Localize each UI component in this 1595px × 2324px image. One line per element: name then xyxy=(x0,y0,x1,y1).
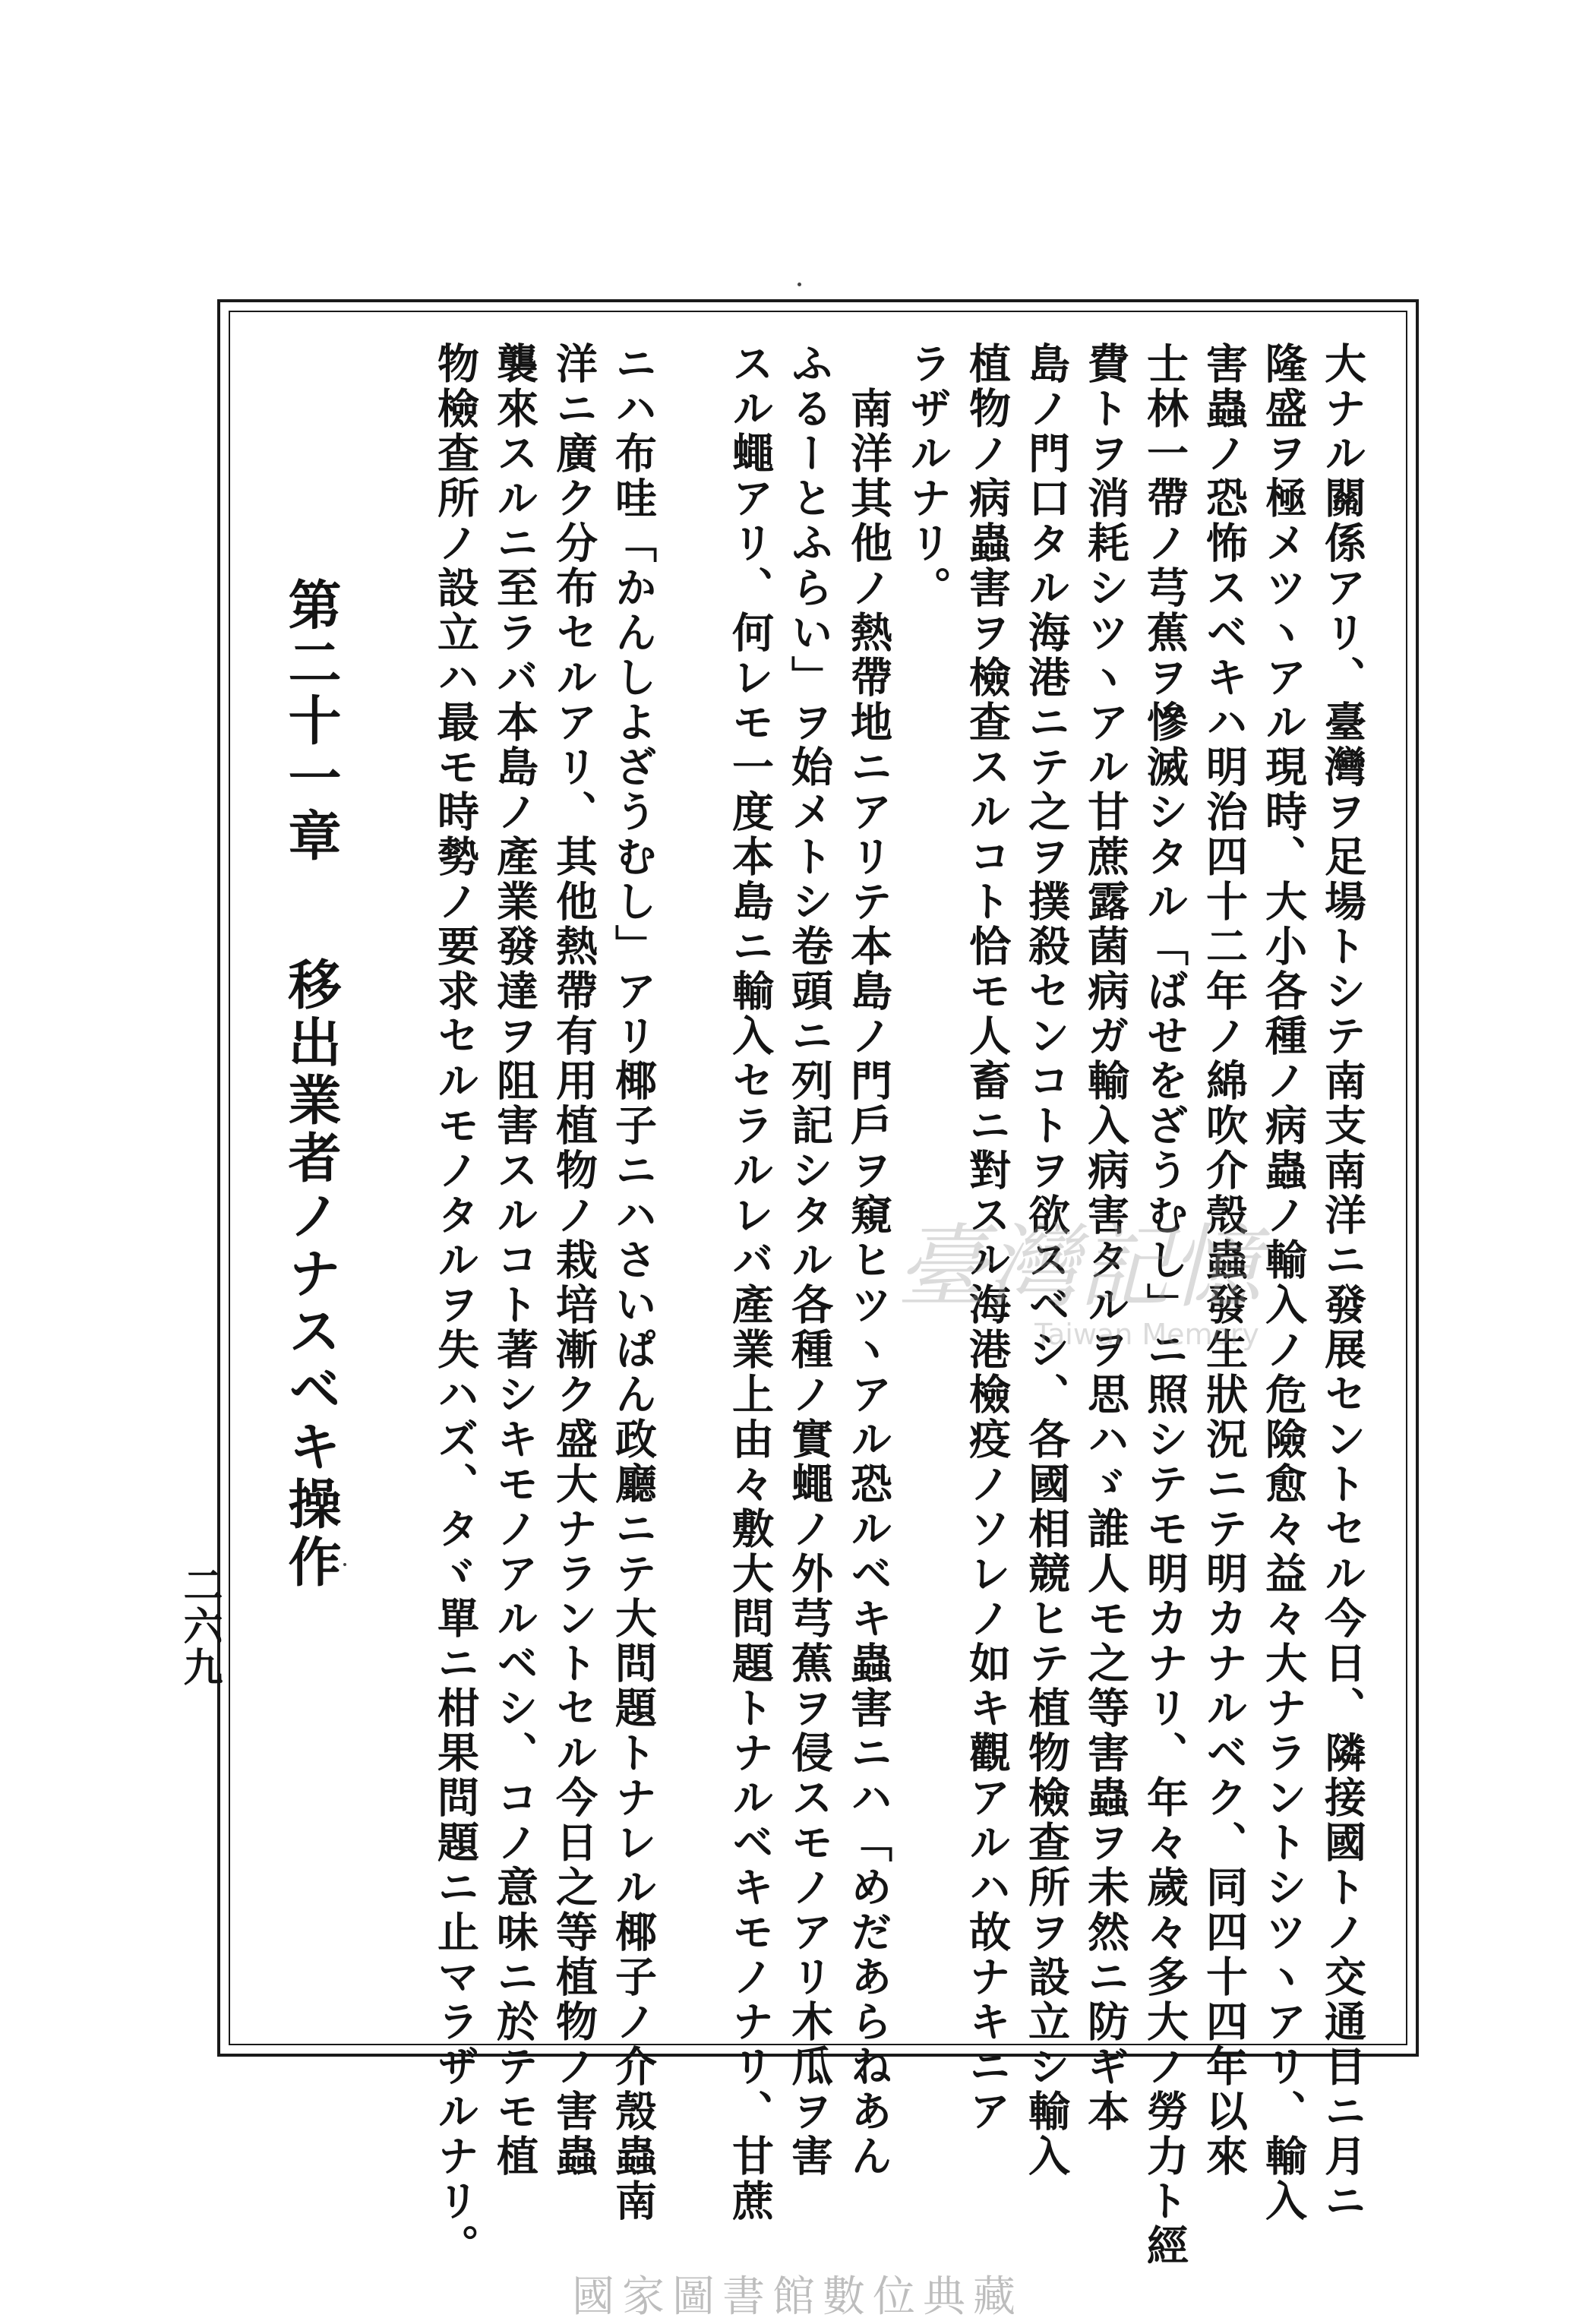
text-column: 費トヲ消耗シツヽアル甘蔗露菌病ガ輸入病害タルヲ思ハゞ誰人モ之等害蟲ヲ未然ニ防ギ本 xyxy=(1081,342,1130,2134)
scan-speck xyxy=(798,283,801,286)
text-column: 襲來スルニ至ラバ本島ノ產業發達ヲ阻害スルコト著シキモノアルベシ、コノ意味ニ於テモ植 xyxy=(490,342,539,2179)
watermark-logo-subtext: Taiwan Memory xyxy=(1034,1318,1259,1351)
text-column: ラザルナリ。 xyxy=(903,342,952,611)
scan-speck xyxy=(343,1563,346,1566)
text-column: 大ナル關係アリ、臺灣ヲ足場トシテ南支南洋ニ發展セントセル今日、隣接國トノ交通日ニ月ニ xyxy=(1318,342,1367,2224)
text-column: ニハ布哇「かんしよざうむし」アリ椰子ニハさいぱん政廳ニテ大問題トナレル椰子ノ介殼蟲南 xyxy=(608,342,658,2224)
text-column: 洋ニ廣ク分布セルアリ、其他熱帶有用植物ノ栽培漸ク盛大ナラントセル今日之等植物ノ害蟲 xyxy=(549,342,599,2179)
text-column: 植物ノ病蟲害ヲ檢查スルコト恰モ人畜ニ對スル海港檢疫ノソレノ如キ觀アルハ故ナキニア xyxy=(962,342,1012,2134)
text-column: 島ノ門口タル海港ニテ之ヲ撲殺センコトヲ欲スベシ、各國相競ヒテ植物檢查所ヲ設立シ輸入 xyxy=(1022,342,1071,2179)
text-column: 物檢查所ノ設立ハ最モ時勢ノ要求セルモノタルヲ失ハズ、タヾ單ニ柑果問題ニ止マラザルナリ。 xyxy=(431,342,480,2269)
chapter-title: 移出業者ノナスベキ操作 xyxy=(280,957,343,1592)
text-column: ふるーとふらい」ヲ始メトシ卷頭ニ列記シタル各種ノ實蠅ノ外芎蕉ヲ侵スモノアリ木瓜ヲ害 xyxy=(785,342,834,2179)
page-number: 二六九 xyxy=(176,1565,223,1688)
watermark-logo-text: 臺灣記憶 xyxy=(896,1215,1261,1321)
chapter-number: 第二十一章 xyxy=(280,577,343,866)
text-column: 隆盛ヲ極メツヽアル現時、大小各種ノ病蟲ノ輸入ノ危險愈々益々大ナラントシツヽアリ、輸入 xyxy=(1259,342,1308,2224)
text-column: スル蠅アリ、何レモ一度本島ニ輸入セラルレバ產業上由々敷大問題トナルベキモノナリ、甘蔗 xyxy=(725,342,775,2224)
footer-caption: 國家圖書館數位典藏 xyxy=(572,2272,1023,2322)
text-column: 士林一帶ノ芎蕉ヲ慘滅シタル「ばせをざうむし」ニ照シテモ明カナリ、年々歲々多大ノ勞力ト經 xyxy=(1140,342,1189,2269)
chapter-heading xyxy=(280,577,349,1592)
text-column: 南洋其他ノ熱帶地ニアリテ本島ノ門戶ヲ窺ヒツヽアル恐ルベキ蟲害ニハ「めだあらねあん xyxy=(844,342,893,2179)
text-column: 害蟲ノ恐怖スベキハ明治四十二年ノ綿吹介殼蟲發生狀況ニテ明カナルベク、同四十四年以來 xyxy=(1199,342,1249,2179)
